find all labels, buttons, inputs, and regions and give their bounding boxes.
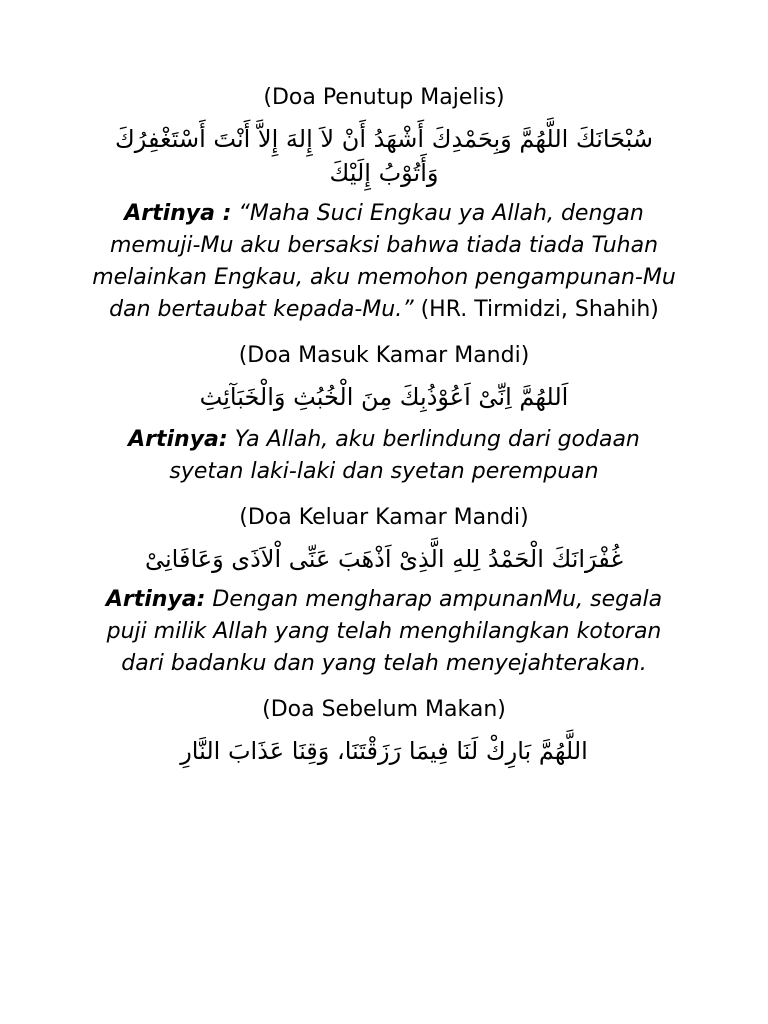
section-heading: (Doa Penutup Majelis) xyxy=(263,85,505,110)
translation-paragraph xyxy=(88,584,680,680)
hadith-reference: (HR. Tirmidzi, Shahih) xyxy=(420,297,659,322)
prayer-section-penutup-majelis xyxy=(88,82,680,326)
document-page xyxy=(88,82,680,778)
arabic-prayer-text: اللَّهُمَّ بَارِكْ لَنَا فِيمَا رَزَقْتَنَا، وَقِنَا عَذَابَ النَّارِ xyxy=(180,737,588,765)
arabic-prayer-text: اَللهُمَّ اِنِّىْ اَعُوْذُبِكَ مِنَ الْخُبُثِ وَالْخَبَآئِثِ xyxy=(199,383,569,411)
translation-label: Artinya: xyxy=(128,427,228,452)
section-heading: (Doa Keluar Kamar Mandi) xyxy=(239,505,529,530)
translation-label: Artinya : xyxy=(124,201,232,226)
translation-text: Ya Allah, aku berlindung dari godaan syetan laki-laki dan syetan perempuan xyxy=(169,427,640,484)
prayer-section-masuk-kamar-mandi xyxy=(88,340,680,488)
translation-paragraph xyxy=(88,198,680,326)
arabic-prayer-text: غُفْرَانَكَ الْحَمْدُ لِلهِ الَّذِىْ اَذْهَبَ عَنِّى اْلاَذَى وَعَافَانِىْ xyxy=(144,545,623,573)
section-heading: (Doa Sebelum Makan) xyxy=(262,697,506,722)
translation-paragraph xyxy=(88,424,680,488)
prayer-section-sebelum-makan xyxy=(88,694,680,768)
translation-label: Artinya: xyxy=(105,587,206,612)
translation-text: Dengan mengharap ampunanMu, segala puji milik Allah yang telah menghilangkan kotoran dari badanku dan yang telah menyejahterakan. xyxy=(106,587,663,676)
section-heading: (Doa Masuk Kamar Mandi) xyxy=(238,343,530,368)
arabic-prayer-text: سُبْحَانَكَ اللَّهُمَّ وَبِحَمْدِكَ أَشْهَدُ أَنْ لاَ إِلهَ إِلاَّ أَنْتَ أَسْتَغْفِرُكَ وَأَتُوْبُ إِلَيْكَ xyxy=(115,125,653,187)
prayer-section-keluar-kamar-mandi xyxy=(88,502,680,680)
translation-text: “Maha Suci Engkau ya Allah, dengan memuji-Mu aku bersaksi bahwa tiada tiada Tuhan melainkan Engkau, aku memohon pengampunan-Mu dan bertaubat kepada-Mu.” xyxy=(92,201,676,322)
